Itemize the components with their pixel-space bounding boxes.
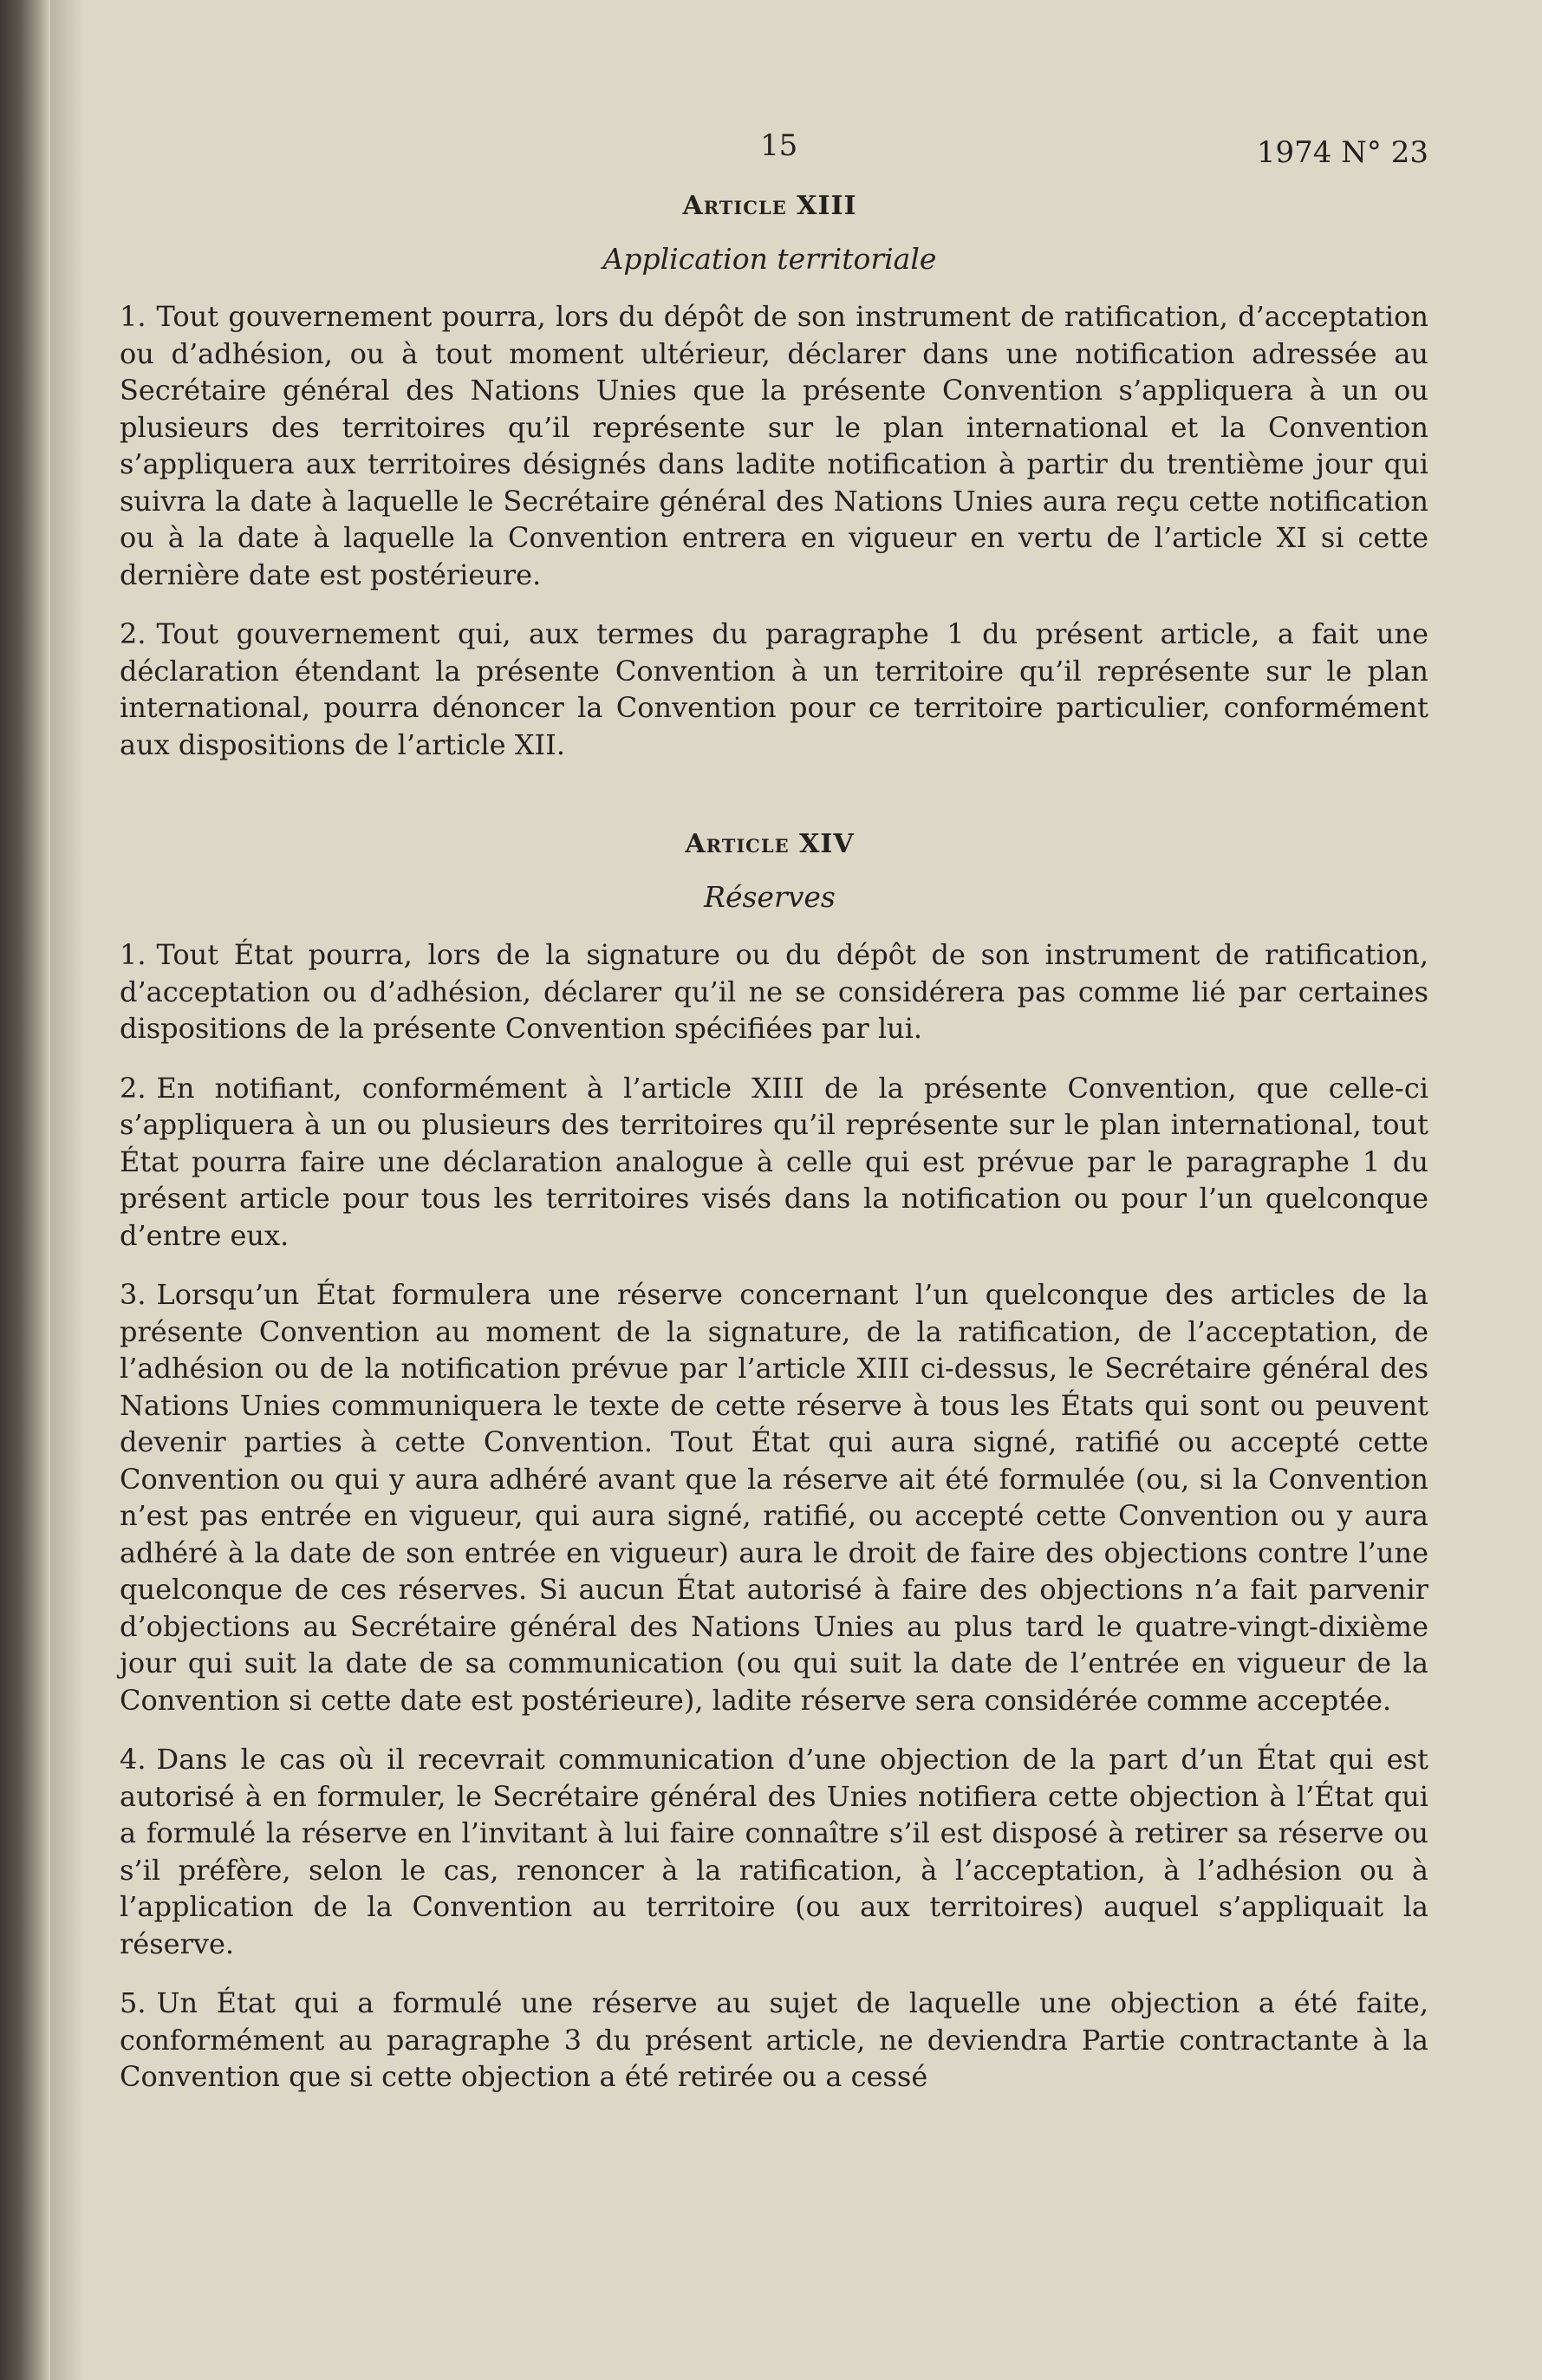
- paragraph-text: Tout gouvernement pourra, lors du dépôt de son instrument de ratification, d’acceptation ou d’adhésion, ou à tout moment ultérieur, déclarer dans une notification adressée au Secrétaire général des Nations Unies que la présente Convention s’appliquera à un ou plusieurs des territoires qu’il représente sur le plan international et la Convention s’appliquera aux territoires désignés dans ladite notification à partir du trentième jour qui suivra la date à laquelle le Secrétaire général des Nations Unies aura reçu cette notification ou à la date à laquelle la Convention entrera en vigueur en vertu de l’article XI si cette dernière date est postérieure.: [120, 300, 1428, 591]
- article-13-paragraph-1: [111, 298, 1428, 593]
- paragraph-number: 2.: [120, 617, 146, 650]
- paragraph-number: 1.: [120, 938, 146, 971]
- article-14-paragraph-3: [111, 1276, 1428, 1718]
- article-13: [111, 191, 1428, 763]
- section-spacer: [111, 786, 1428, 829]
- article-13-subtitle: Application territoriale: [602, 242, 937, 276]
- article-14-heading: Article XIV: [685, 829, 855, 859]
- paragraph-text: Lorsqu’un État formulera une réserve concernant l’un quelconque des articles de la présente Convention au moment de la signature, de la ratification, de l’acceptation, de l’adhésion ou de la notification prévue par l’article XIII ci-dessus, le Secrétaire général des Nations Unies communiquera le texte de cette réserve à tous les États qui sont ou peuvent devenir parties à cette Convention. Tout État qui aura signé, ratifié ou accepté cette Convention ou qui y aura adhéré avant que la réserve ait été formulée (ou, si la Convention n’est pas entrée en vigueur, qui aura signé, ratifié, ou accepté cette Convention ou y aura adhéré à la date de son entrée en vigueur) aura le droit de faire des objections contre l’une quelconque de ces réserves. Si aucun État autorisé à faire des objections n’a fait parvenir d’objections au Secrétaire général des Nations Unies au plus tard le quatre-vingt-dixième jour qui suit la date de sa communication (ou qui suit la date de l’entrée en vigueur de la Convention si cette date est postérieure), ladite réserve sera considérée comme acceptée.: [120, 1278, 1428, 1717]
- article-14-paragraph-1: [111, 936, 1428, 1047]
- paragraph-text: Tout gouvernement qui, aux termes du paragraphe 1 du présent article, a fait une déclaration étendant la présente Convention à un territoire qu’il représente sur le plan international, pourra dénoncer la Convention pour ce territoire particulier, conformément aux dispositions de l’article XII.: [120, 617, 1428, 761]
- paragraph-text: Dans le cas où il recevrait communication d’une objection de la part d’un État qui est autorisé à en formuler, le Secrétaire général des Unies notifiera cette objection à l’État qui a formulé la réserve en l’invitant à lui faire connaître s’il est disposé à retirer sa réserve ou s’il préfère, selon le cas, renoncer à la ratification, à l’acceptation, à l’adhésion ou à l’application de la Convention au territoire (ou aux territoires) auquel s’appliquait la réserve.: [120, 1743, 1428, 1960]
- article-14: [111, 829, 1428, 2096]
- article-14-paragraph-5: [111, 1985, 1428, 2096]
- page-header: [111, 113, 1428, 191]
- paragraph-text: Tout État pourra, lors de la signature ou du dépôt de son instrument de ratification, d’acceptation ou d’adhésion, déclarer qu’il ne se considérera pas comme lié par certaines dispositions de la présente Convention spécifiées par lui.: [120, 938, 1428, 1045]
- document-reference: 1974 N° 23: [1256, 135, 1428, 170]
- paragraph-text: Un État qui a formulé une réserve au sujet de laquelle une objection a été faite, conformément au paragraphe 3 du présent article, ne deviendra Partie contractante à la Convention que si cette objection a été retirée ou a cessé: [120, 1986, 1428, 2093]
- article-14-paragraph-2: [111, 1070, 1428, 1255]
- article-13-paragraph-2: [111, 616, 1428, 763]
- page-shadow: [50, 0, 85, 2380]
- article-13-heading: Article XIII: [682, 191, 857, 221]
- paragraph-text: En notifiant, conformément à l’article XIII de la présente Convention, que celle-ci s’appliquera à un ou plusieurs des territoires qu’il représente sur le plan international, tout État pourra faire une déclaration analogue à celle qui est prévue par le paragraphe 1 du présent article pour tous les territoires visés dans la notification ou pour l’un quelconque d’entre eux.: [120, 1071, 1428, 1252]
- paragraph-number: 3.: [120, 1278, 146, 1311]
- paragraph-number: 2.: [120, 1071, 146, 1105]
- paragraph-number: 1.: [120, 300, 146, 333]
- article-14-subtitle: Réserves: [704, 880, 836, 914]
- article-14-paragraph-4: [111, 1741, 1428, 1962]
- paragraph-number: 5.: [120, 1986, 146, 2019]
- paragraph-number: 4.: [120, 1743, 146, 1776]
- page-number: 15: [760, 128, 798, 163]
- document-page: [111, 113, 1428, 2118]
- binding-gutter: [0, 0, 50, 2380]
